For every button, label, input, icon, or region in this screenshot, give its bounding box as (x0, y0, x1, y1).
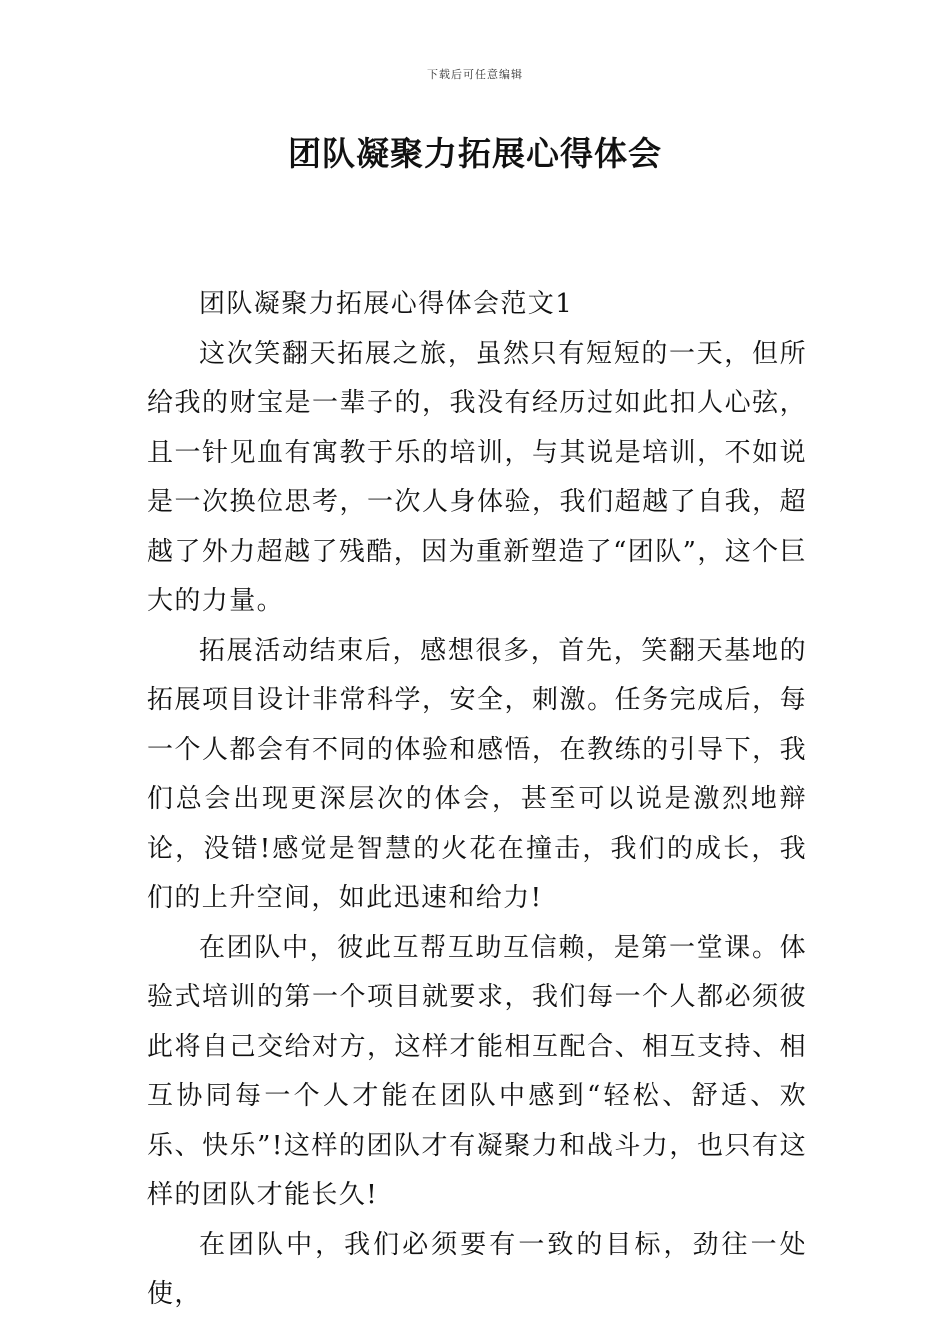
paragraph: 在团队中，我们必须要有一致的目标，劲往一处使， (147, 1229, 807, 1309)
paragraph-subtitle: 团队凝聚力拓展心得体会范文1 (199, 289, 574, 319)
paragraph: 这次笑翻天拓展之旅，虽然只有短短的一天，但所给我的财宝是一辈子的，我没有经历过如此扣人心弦，且一针见血有寓教于乐的培训，与其说是培训，不如说是一次换位思考，一次人身体验，我们超越了自我，超越了外力超越了残酷，因为重新塑造了“团队”，这个巨大的力量。 (147, 338, 807, 616)
header-note: 下载后可任意编辑 (427, 68, 523, 81)
paragraph: 在团队中，彼此互帮互助互信赖，是第一堂课。体验式培训的第一个项目就要求，我们每一个人都必须彼此将自己交给对方，这样才能相互配合、相互支持、相互协同每一个人才能在团队中感到“轻松、舒适、欢乐、快乐”!这样的团队才有凝聚力和战斗力，也只有这样的团队才能长久! (147, 932, 807, 1210)
paragraph: 拓展活动结束后，感想很多，首先，笑翻天基地的拓展项目设计非常科学，安全，刺激。任务完成后，每一个人都会有不同的体验和感悟，在教练的引导下，我们总会出现更深层次的体会，甚至可以说是激烈地辩论，没错!感觉是智慧的火花在撞击，我们的成长，我们的上升空间，如此迅速和给力! (147, 635, 807, 913)
document-title: 团队凝聚力拓展心得体会 (288, 134, 662, 173)
document-body (147, 280, 807, 1320)
